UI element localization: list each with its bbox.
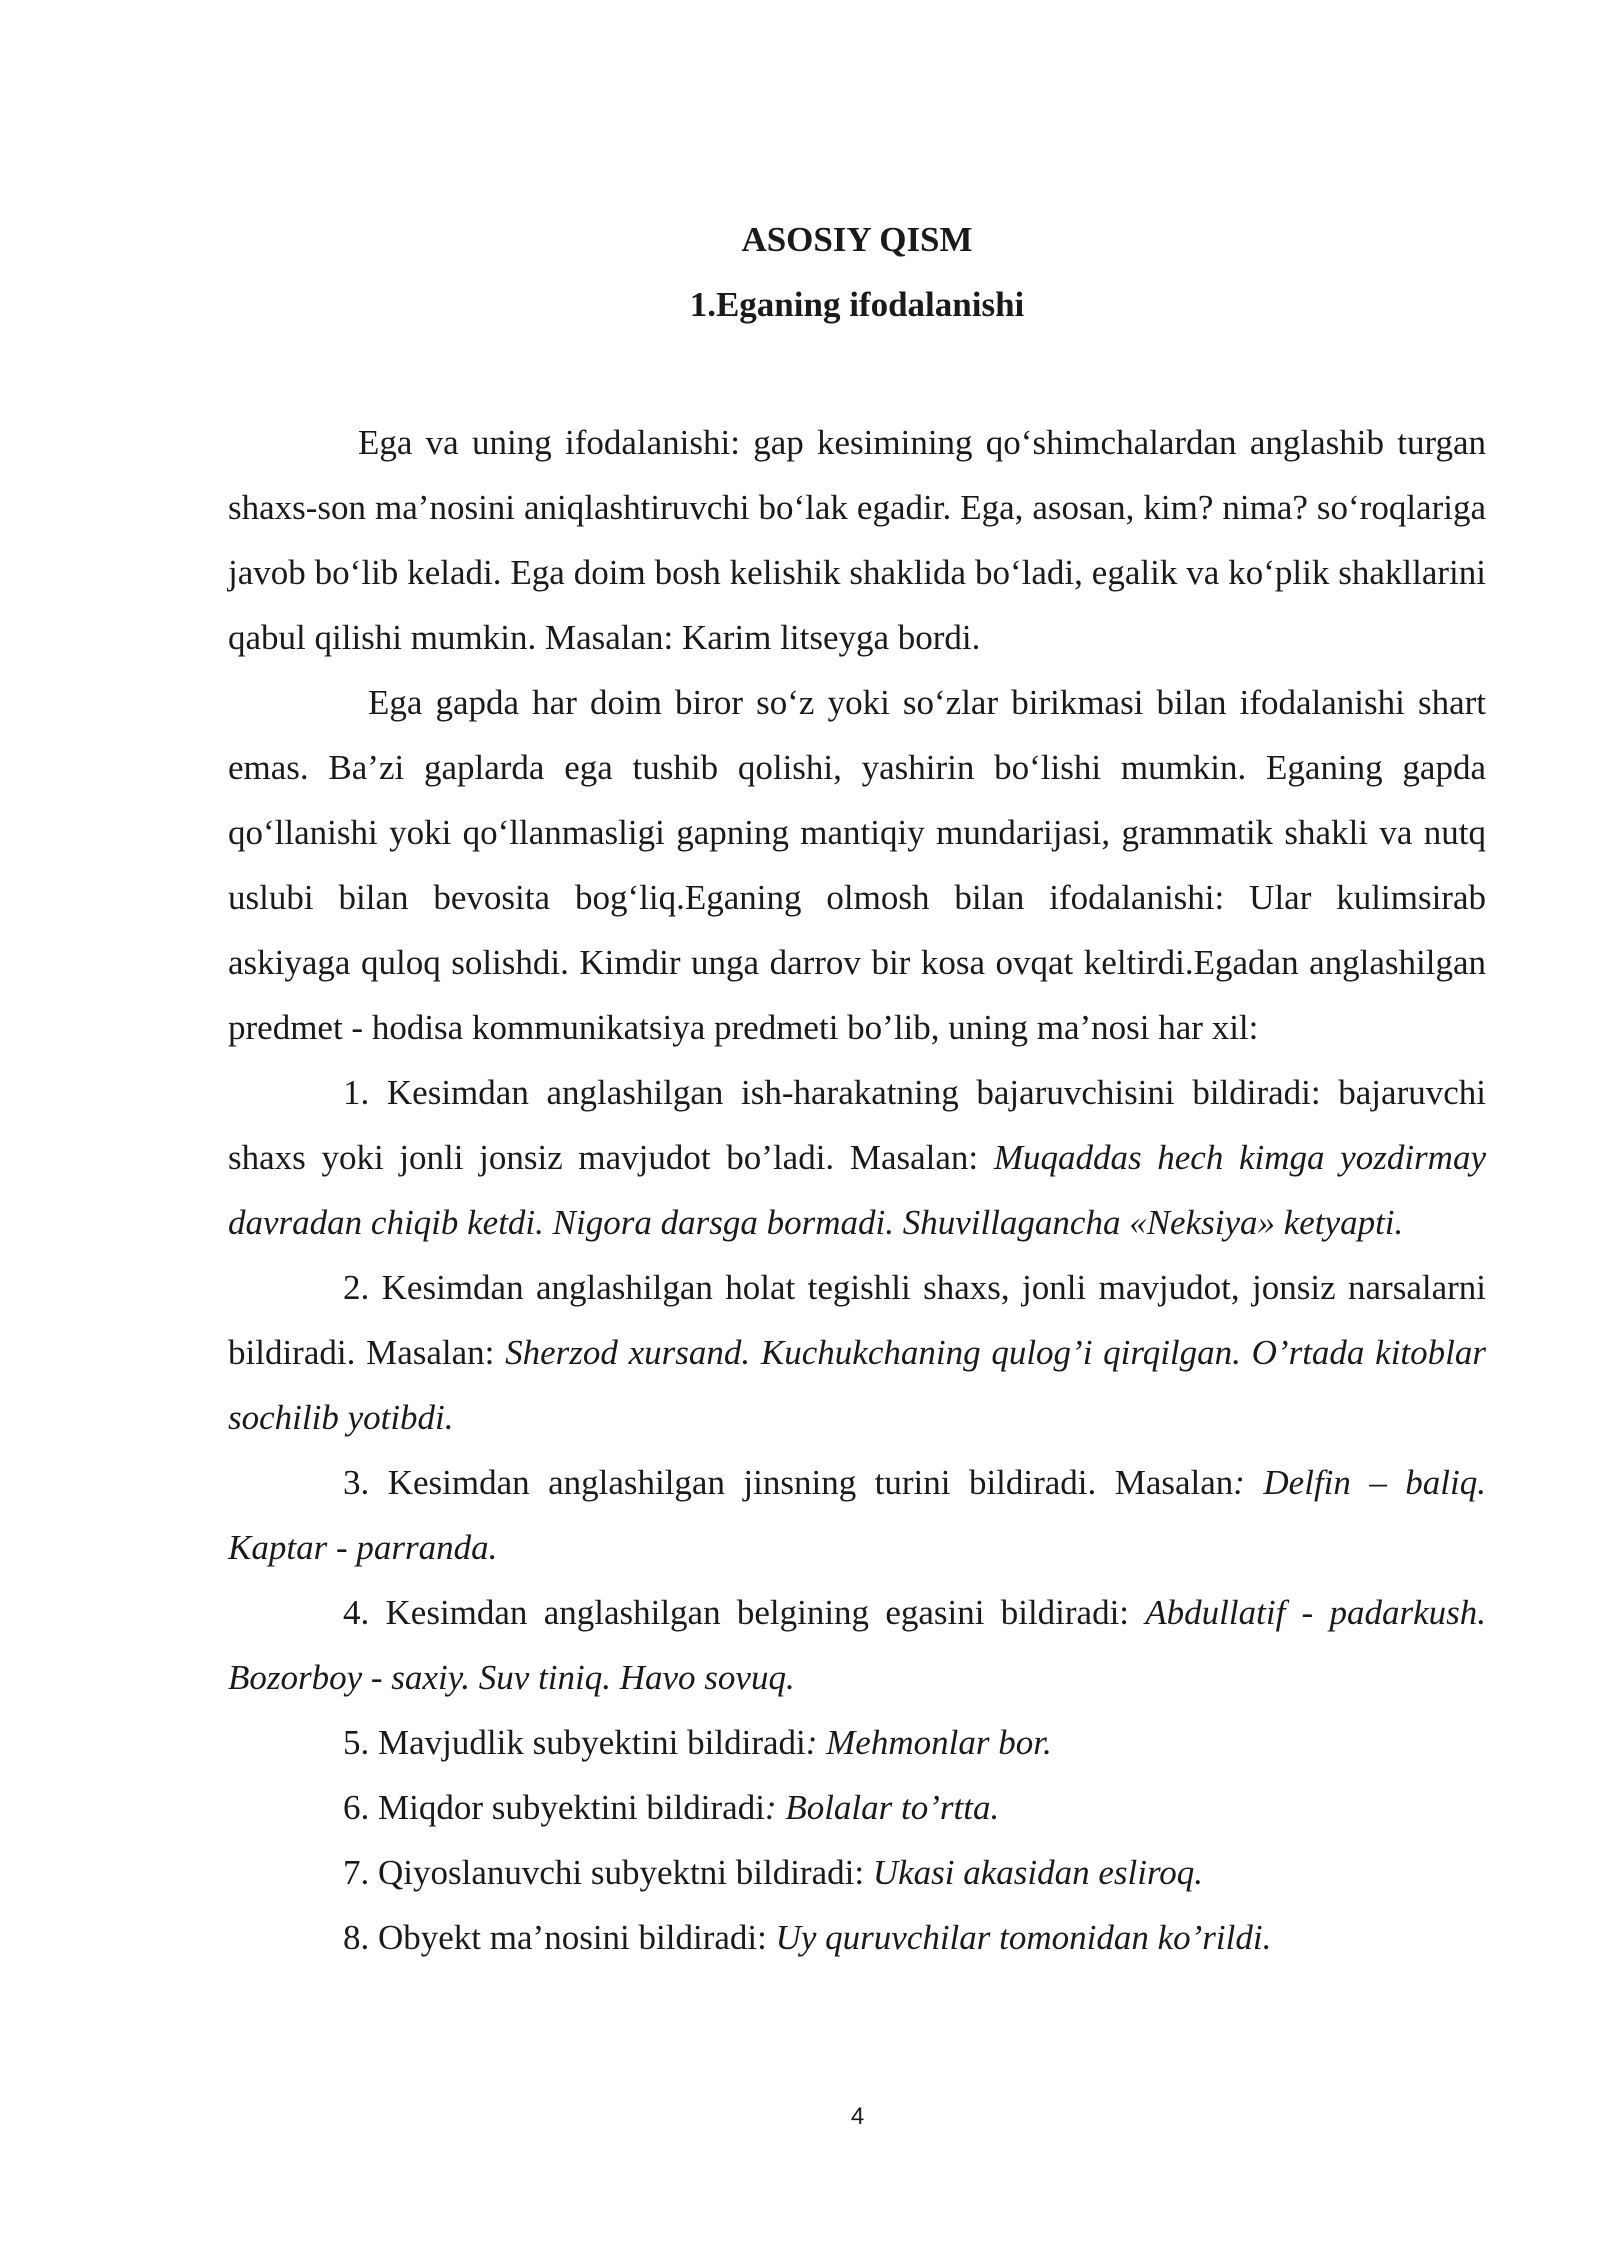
page-number: 4 (850, 2103, 865, 2130)
list-item (228, 1450, 1486, 1580)
body-text (228, 410, 1486, 1970)
list-item-text: 4. Kesimdan anglashilgan belgining egasini bildiradi: (343, 1593, 1146, 1632)
paragraph-ellipsis: Ega gapda har doim biror so‘z yoki so‘zlar birikmasi bilan ifodalanishi shart emas. Ba’zi gaplarda ega tushib qolishi, yashirin bo‘lishi mumkin. Eganing gapda qo‘llanishi yoki qo‘llanmasligi gapning mantiqiy mundarijasi, grammatik shakli va nutq uslubi bilan bevosita bog‘liq.Eganing olmosh bilan ifodalanishi: Ular kulimsirab askiyaga quloq solishdi. Kimdir unga darrov bir kosa ovqat keltirdi.Egadan anglashilgan predmet - hodisa kommunikatsiya predmeti bo’lib, uning ma’nosi har xil: (228, 683, 1486, 1047)
list-item-example: : Bolalar to’rtta. (764, 1788, 1000, 1827)
list-item-example: Abdullatif - padarkush. Bozorboy - saxiy. Suv tiniq. Havo sovuq. (228, 1593, 1487, 1697)
list-item (228, 1905, 1486, 1970)
list-item (228, 1580, 1486, 1710)
list-item (228, 1710, 1486, 1775)
list-item-text: 8. Obyekt ma’nosini bildiradi: (343, 1918, 776, 1957)
list-item (228, 1255, 1486, 1450)
list-item-text: 7. Qiyoslanuvchi subyektni bildiradi: (343, 1853, 873, 1892)
list-item (228, 1775, 1486, 1840)
list-item-example: : Delfin – baliq. Kaptar - parranda. (228, 1463, 1486, 1567)
list-item-text: 2. Kesimdan anglashilgan holat tegishli shaxs, jonli mavjudot, jonsiz narsalarni bildiradi. Masalan: (228, 1268, 1486, 1372)
section-title: ASOSIY QISM (741, 220, 973, 259)
paragraph-intro: Ega va uning ifodalanishi: gap kesimining qo‘shimchalardan anglashib turgan shaxs-son ma’nosini aniqlashtiruvchi bo‘lak egadir. Ega, asosan, kim? nima? so‘roqlariga javob bo‘lib keladi. Ega doim bosh kelishik shaklida bo‘ladi, egalik va ko‘plik shakllarini qabul qilishi mumkin. Masalan: Karim litseyga bordi. (228, 423, 1486, 657)
list-item-text: 3. Kesimdan anglashilgan jinsning turini bildiradi. Masalan (343, 1463, 1234, 1502)
list-item-example: Ukasi akasidan esliroq. (872, 1853, 1204, 1892)
list-item (228, 1060, 1486, 1255)
chapter-title: 1.Eganing ifodalanishi (689, 285, 1025, 324)
list-item-example: Muqaddas hech kimga yozdirmay davradan chiqib ketdi. Nigora darsga bormadi. Shuvillagancha «Neksiya» ketyapti. (228, 1138, 1486, 1242)
list-item-text: 5. Mavjudlik subyektini bildiradi (343, 1723, 806, 1762)
list-item-text: 1. Kesimdan anglashilgan ish-harakatning bajaruvchisini bildiradi: bajaruvchi shaxs yoki jonli jonsiz mavjudot bo’ladi. Masalan: (228, 1073, 1486, 1177)
list-item-example: Sherzod xursand. Kuchukchaning qulog’i qirqilgan. O’rtada kitoblar sochilib yotibdi. (228, 1333, 1486, 1437)
list-item (228, 1840, 1486, 1905)
list-item-example: : Mehmonlar bor. (805, 1723, 1052, 1762)
list-item-example: Uy quruvchilar tomonidan ko’rildi. (775, 1918, 1272, 1957)
list-item-text: 6. Miqdor subyektini bildiradi (343, 1788, 765, 1827)
